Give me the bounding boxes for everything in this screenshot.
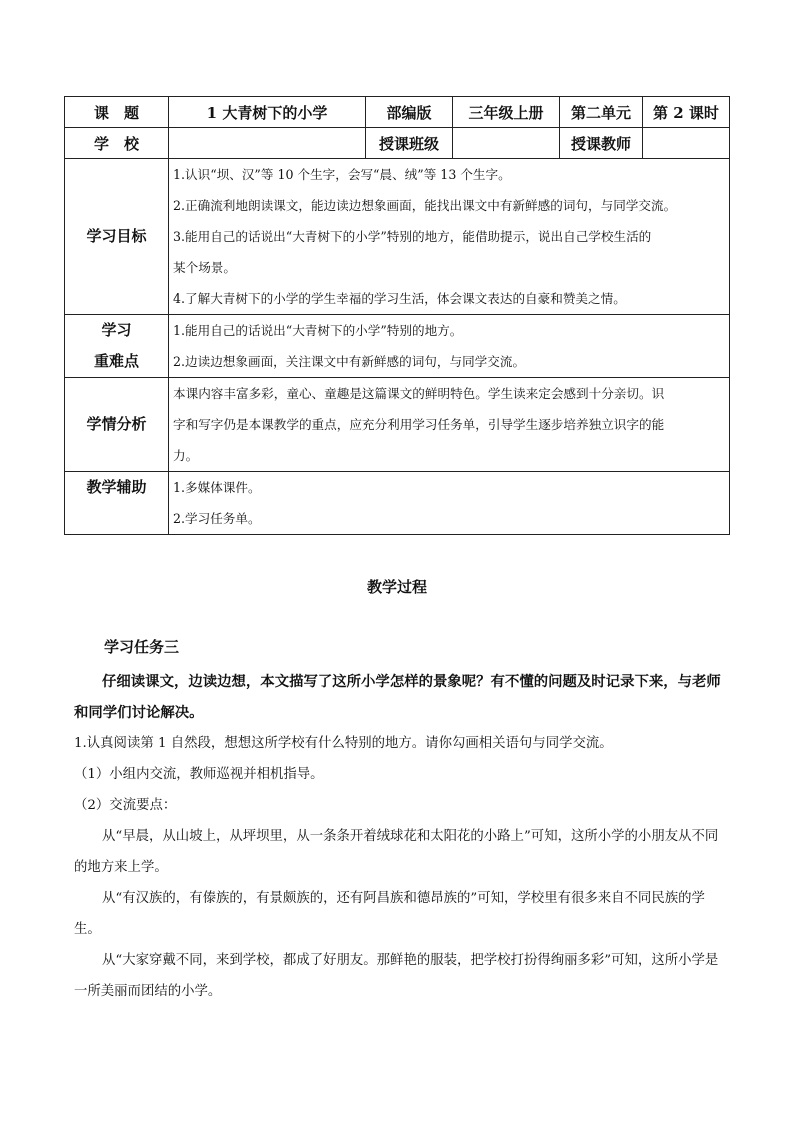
key-points-label-line1: 学习: [101, 321, 132, 339]
task-title: 学习任务三: [104, 638, 180, 656]
step-1: 1.认真阅读第 1 自然段，想想这所学校有什么特别的地方。请你勾画相关语句与同学交流。: [74, 736, 613, 751]
edition: 部编版: [366, 97, 453, 128]
aid-line: 2.学习任务单。: [173, 511, 261, 526]
school-value: [169, 128, 366, 159]
teacher-value: [643, 128, 730, 159]
goals-content: [169, 159, 730, 315]
paragraph-1: 从“早晨，从山坡上，从坪坝里，从一条条开着绒球花和太阳花的小路上”可知，这所小学的小朋友从不同的地方来上学。: [74, 829, 719, 875]
key-point-line: 1.能用自己的话说出“大青树下的小学”特别的地方。: [173, 323, 463, 338]
paragraph-3: 从“大家穿戴不同，来到学校，都成了好朋友。那鲜艳的服装，把学校打扮得绚丽多彩”可知，这所小学是一所美丽而团结的小学。: [74, 953, 719, 999]
paragraph-2: 从“有汉族的，有傣族的，有景颇族的，还有阿昌族和德昂族的”可知，学校里有很多来自不同民族的学生。: [74, 891, 705, 937]
topic-label: 课 题: [65, 97, 169, 128]
analysis-label: 学情分析: [65, 378, 169, 472]
analysis-content: [169, 378, 730, 472]
lesson-title: 1 大青树下的小学: [169, 97, 366, 128]
unit: 第二单元: [560, 97, 643, 128]
sub-step-1: （1）小组内交流，教师巡视并相机指导。: [74, 767, 324, 782]
aids-content: [169, 472, 730, 535]
teacher-label: 授课教师: [560, 128, 643, 159]
sub-step-2: （2）交流要点：: [74, 798, 177, 813]
goal-line: 1.认识“坝、汉”等 10 个生字，会写“晨、绒”等 13 个生字。: [173, 167, 511, 182]
grade: 三年级上册: [453, 97, 560, 128]
key-point-line: 2.边读边想象画面，关注课文中有新鲜感的词句，与同学交流。: [173, 354, 526, 369]
key-points-content: [169, 315, 730, 378]
analysis-line: 力。: [173, 448, 199, 463]
goal-line: 某个场景。: [173, 260, 236, 275]
table-row: [65, 128, 730, 159]
class-value: [453, 128, 560, 159]
table-row: [65, 378, 730, 472]
lesson-number: 第 2 课时: [643, 97, 730, 128]
lesson-info-table: [64, 96, 730, 535]
aids-label: 教学辅助: [65, 472, 169, 535]
class-label: 授课班级: [366, 128, 453, 159]
aid-line: 1.多媒体课件。: [173, 480, 261, 495]
goals-label: 学习目标: [65, 159, 169, 315]
key-points-label: [65, 315, 169, 378]
goal-line: 3.能用自己的话说出“大青树下的小学”特别的地方，能借助提示，说出自己学校生活的: [173, 229, 652, 244]
task-description: 仔细读课文，边读边想，本文描写了这所小学怎样的景象呢？有不懂的问题及时记录下来，与老师和同学们讨论解决。: [74, 673, 721, 721]
analysis-line: 本课内容丰富多彩，童心、童趣是这篇课文的鲜明特色。学生读来定会感到十分亲切。识: [173, 386, 665, 401]
table-row: [65, 315, 730, 378]
table-row: [65, 97, 730, 128]
section-title: 教学过程: [366, 578, 427, 596]
goal-line: 2.正确流利地朗读课文，能边读边想象画面，能找出课文中有新鲜感的词句，与同学交流。: [173, 198, 677, 213]
table-row: [65, 472, 730, 535]
goal-line: 4.了解大青树下的小学的学生幸福的学习生活，体会课文表达的自豪和赞美之情。: [173, 291, 626, 306]
analysis-line: 字和写字仍是本课教学的重点，应充分利用学习任务单，引导学生逐步培养独立识字的能: [173, 417, 665, 432]
key-points-label-line2: 重难点: [93, 352, 139, 370]
table-row: [65, 159, 730, 315]
school-label: 学 校: [65, 128, 169, 159]
